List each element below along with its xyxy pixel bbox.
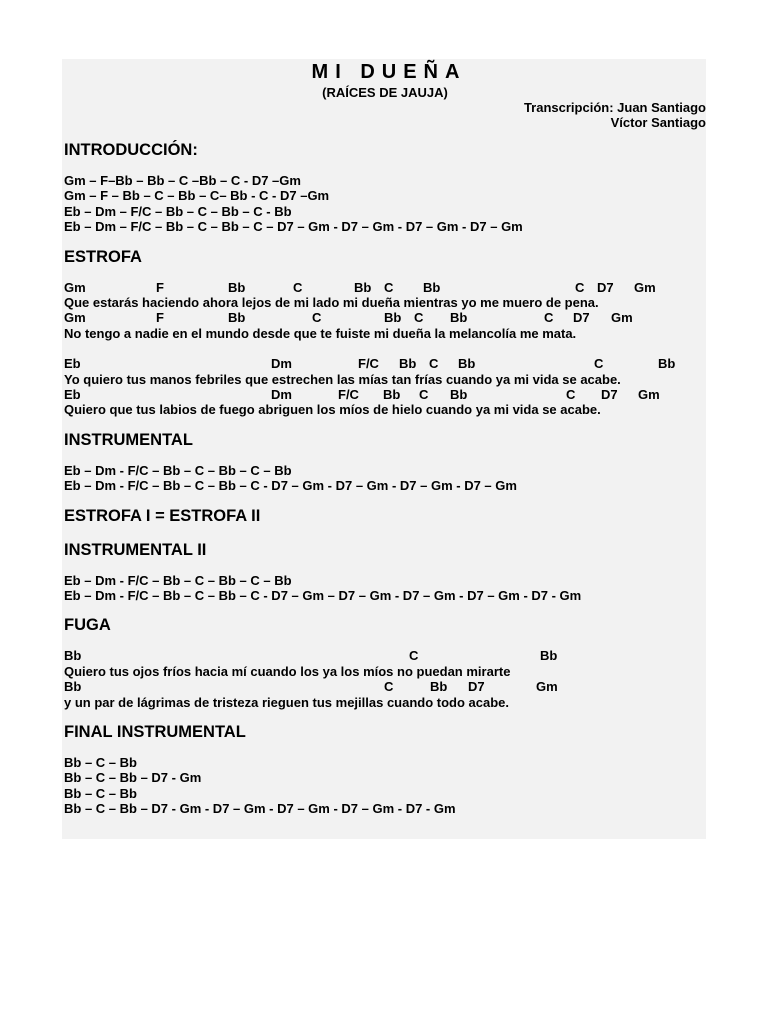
chord: D7 (601, 387, 618, 403)
chord: C (312, 310, 322, 326)
chord: Bb (399, 356, 417, 372)
chord: Bb (384, 310, 402, 326)
lyric-line: Que estarás haciendo ahora lejos de mi lado mi dueña mientras yo me muero de pena. (64, 295, 599, 311)
chord: D7 (573, 310, 590, 326)
chord-line: Bb – C – Bb – D7 - Gm (64, 770, 202, 786)
chord: Bb (383, 387, 401, 403)
chord: C (575, 279, 585, 295)
chord: Bb (458, 356, 476, 372)
section-heading-fuga: FUGA (64, 616, 111, 635)
chord: Bb (658, 356, 676, 372)
chord: Gm (638, 387, 660, 403)
chord: C (384, 679, 394, 695)
chord: Bb (64, 648, 82, 664)
chord-row (64, 280, 706, 295)
chord: F/C (338, 387, 359, 403)
chord: C (293, 279, 303, 295)
lyric-line: No tengo a nadie en el mundo desde que te fuiste mi dueña la melancolía me mata. (64, 325, 577, 341)
chord-line: Eb – Dm – F/C – Bb – C – Bb – C - Bb (64, 203, 292, 219)
chord-line: Bb – C – Bb (64, 785, 137, 801)
section-heading-intro: INTRODUCCIÓN: (64, 141, 198, 159)
chord: Gm (64, 310, 86, 326)
chord: F (156, 310, 164, 326)
song-subtitle: (RAÍCES DE JAUJA) (322, 85, 448, 100)
chord: Bb (423, 279, 441, 295)
chord: Dm (271, 387, 292, 403)
lyric-line: Quiero tus ojos fríos hacia mí cuando los ya los míos no puedan mirarte (64, 663, 511, 679)
chord-line: Eb – Dm - F/C – Bb – C – Bb – C - D7 – Gm - D7 – Gm - D7 – Gm - D7 – Gm (64, 478, 517, 494)
section-heading-final: FINAL INSTRUMENTAL (64, 723, 246, 742)
chord: C (429, 356, 439, 372)
chord: Bb (430, 679, 448, 695)
section-heading-instrumental-2: INSTRUMENTAL II (64, 540, 207, 559)
chord-line: Bb – C – Bb – D7 - Gm - D7 – Gm - D7 – Gm - D7 – Gm - D7 - Gm (64, 801, 456, 817)
section-heading-estrofa-repeat: ESTROFA I = ESTROFA II (64, 506, 261, 525)
chord-row (64, 356, 706, 371)
chord-line: Eb – Dm – F/C – Bb – C – Bb – C – D7 – Gm - D7 – Gm - D7 – Gm - D7 – Gm (64, 219, 523, 235)
song-title: MI DUEÑA (311, 61, 467, 83)
lyric-line: y un par de lágrimas de tristeza rieguen tus mejillas cuando todo acabe. (64, 694, 510, 710)
credit-line: Víctor Santiago (610, 115, 706, 130)
chord-line: Eb – Dm - F/C – Bb – C – Bb – C – Bb (64, 572, 292, 588)
chord: C (544, 310, 554, 326)
section-heading-estrofa: ESTROFA (64, 247, 142, 266)
chord: Bb (228, 310, 246, 326)
chord: C (419, 387, 429, 403)
credit-line: Transcripción: Juan Santiago (523, 100, 706, 115)
chord: Gm (536, 679, 558, 695)
chord: C (384, 279, 394, 295)
chord-line: Gm – F – Bb – C – Bb – C– Bb - C - D7 –Gm (64, 188, 330, 204)
chord: C (414, 310, 424, 326)
chord-row (64, 679, 706, 694)
chord: D7 (597, 279, 614, 295)
chord: C (409, 648, 419, 664)
chord-row (64, 648, 706, 663)
chord: Bb (64, 679, 82, 695)
chord: F/C (358, 356, 379, 372)
lyric-line: Quiero que tus labios de fuego abriguen los míos de hielo cuando ya mi vida se acabe. (64, 402, 601, 418)
lyric-line: Yo quiero tus manos febriles que estrechen las mías tan frías cuando ya mi vida se acabe. (64, 371, 621, 387)
chord: D7 (468, 679, 485, 695)
chord-line: Eb – Dm - F/C – Bb – C – Bb – C – Bb (64, 462, 292, 478)
chord: Bb (228, 279, 246, 295)
chord-line: Gm – F–Bb – Bb – C –Bb – C - D7 –Gm (64, 173, 301, 188)
chord: Eb (64, 387, 81, 403)
chord: C (566, 387, 576, 403)
chord: Bb (354, 279, 372, 295)
chord: Gm (634, 279, 656, 295)
chord-line: Bb – C – Bb (64, 755, 137, 771)
chord: Gm (611, 310, 633, 326)
chord-row (64, 310, 706, 325)
chord: F (156, 279, 164, 295)
chord: Bb (450, 310, 468, 326)
chord: Gm (64, 279, 86, 295)
chord: Eb (64, 356, 81, 372)
chord: Bb (540, 648, 558, 664)
chord: Bb (450, 387, 468, 403)
chord: Dm (271, 356, 292, 372)
chord-row (64, 387, 706, 402)
chord-line: Eb – Dm - F/C – Bb – C – Bb – C - D7 – Gm – D7 – Gm - D7 – Gm - D7 – Gm - D7 - Gm (64, 588, 582, 604)
song-sheet (64, 60, 706, 817)
section-heading-instrumental: INSTRUMENTAL (64, 430, 193, 449)
chord: C (594, 356, 604, 372)
